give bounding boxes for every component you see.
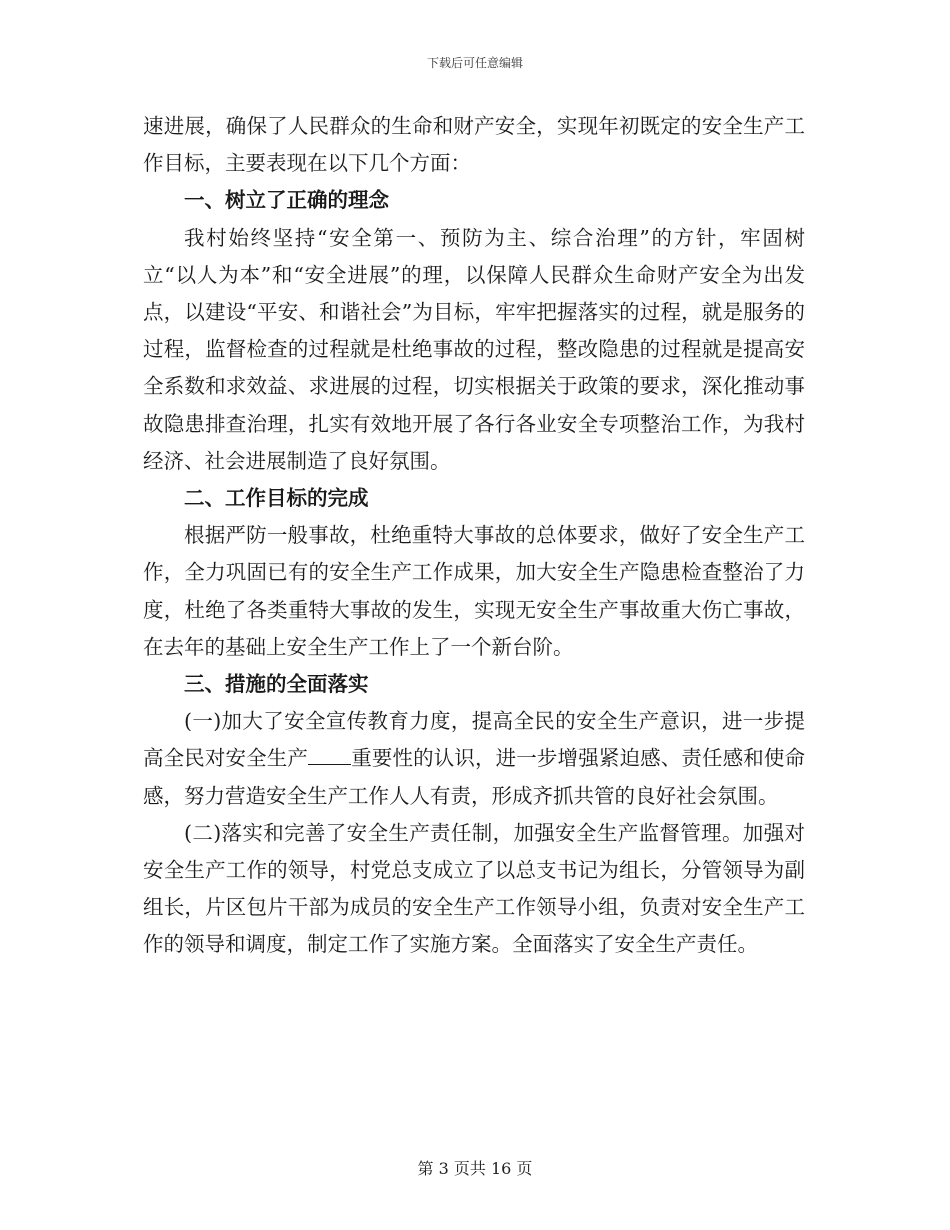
paragraph-measure-2: (二)落实和完善了安全生产责任制，加强安全生产监督管理。加强对安全生产工作的领导，村党总支成立了以总支书记为组长，分管领导为副组长，片区包片干部为成员的安全生产工作领导小组，负责对安全生产工作的领导和调度，制定工作了实施方案。全面落实了安全生产责任。 (143, 820, 805, 957)
fill-in-blank (308, 744, 351, 766)
paragraph-goals: 根据严防一般事故，杜绝重特大事故的总体要求，做好了安全生产工作，全力巩固已有的安全生产工作成果，加大安全生产隐患检查整治了力度，杜绝了各类重特大事故的发生，实现无安全生产事故重大伤亡事故，在去年的基础上安全生产工作上了一个新台阶。 (143, 523, 805, 659)
section-heading-1: 一、树立了正确的理念 (184, 188, 389, 213)
paragraph-measure-1 (143, 703, 805, 815)
paragraph-continuation: 速进展，确保了人民群众的生命和财产安全，实现年初既定的安全生产工作目标，主要表现在以下几个方面： (143, 114, 805, 176)
paragraph-measure-1-part-b: 重要性的认识，进一步增强紧迫感、责任感和使命感，努力营造安全生产工作人人有责，形成齐抓共管的良好社会氛围。 (143, 746, 806, 808)
paragraph-concept: 我村始终坚持“安全第一、预防为主、综合治理”的方针，牢固树立“以人为本”和“安全进展”的理，以保障人民群众生命财产安全为出发点，以建设“平安、和谐社会”为目标，牢牢把握落实的过程，就是服务的过程，监督检查的过程就是杜绝事故的过程，整改隐患的过程就是提高安全系数和求效益、求进展的过程，切实根据关于政策的要求，深化推动事故隐患排查治理，扎实有效地开展了各行各业安全专项整治工作，为我村经济、社会进展制造了良好氛围。 (143, 225, 805, 473)
page-number: 第 3 页共 16 页 (417, 1159, 533, 1178)
section-heading-2: 二、工作目标的完成 (184, 486, 369, 511)
page-header-note: 下载后可任意编辑 (426, 56, 523, 70)
document-body (143, 108, 805, 964)
section-heading-3: 三、措施的全面落实 (184, 672, 369, 697)
paragraph-measure-1-part-a: (一)加大了安全宣传教育力度，提高全民的安全生产意识，进一步提高全民对安全生产 (143, 709, 805, 771)
